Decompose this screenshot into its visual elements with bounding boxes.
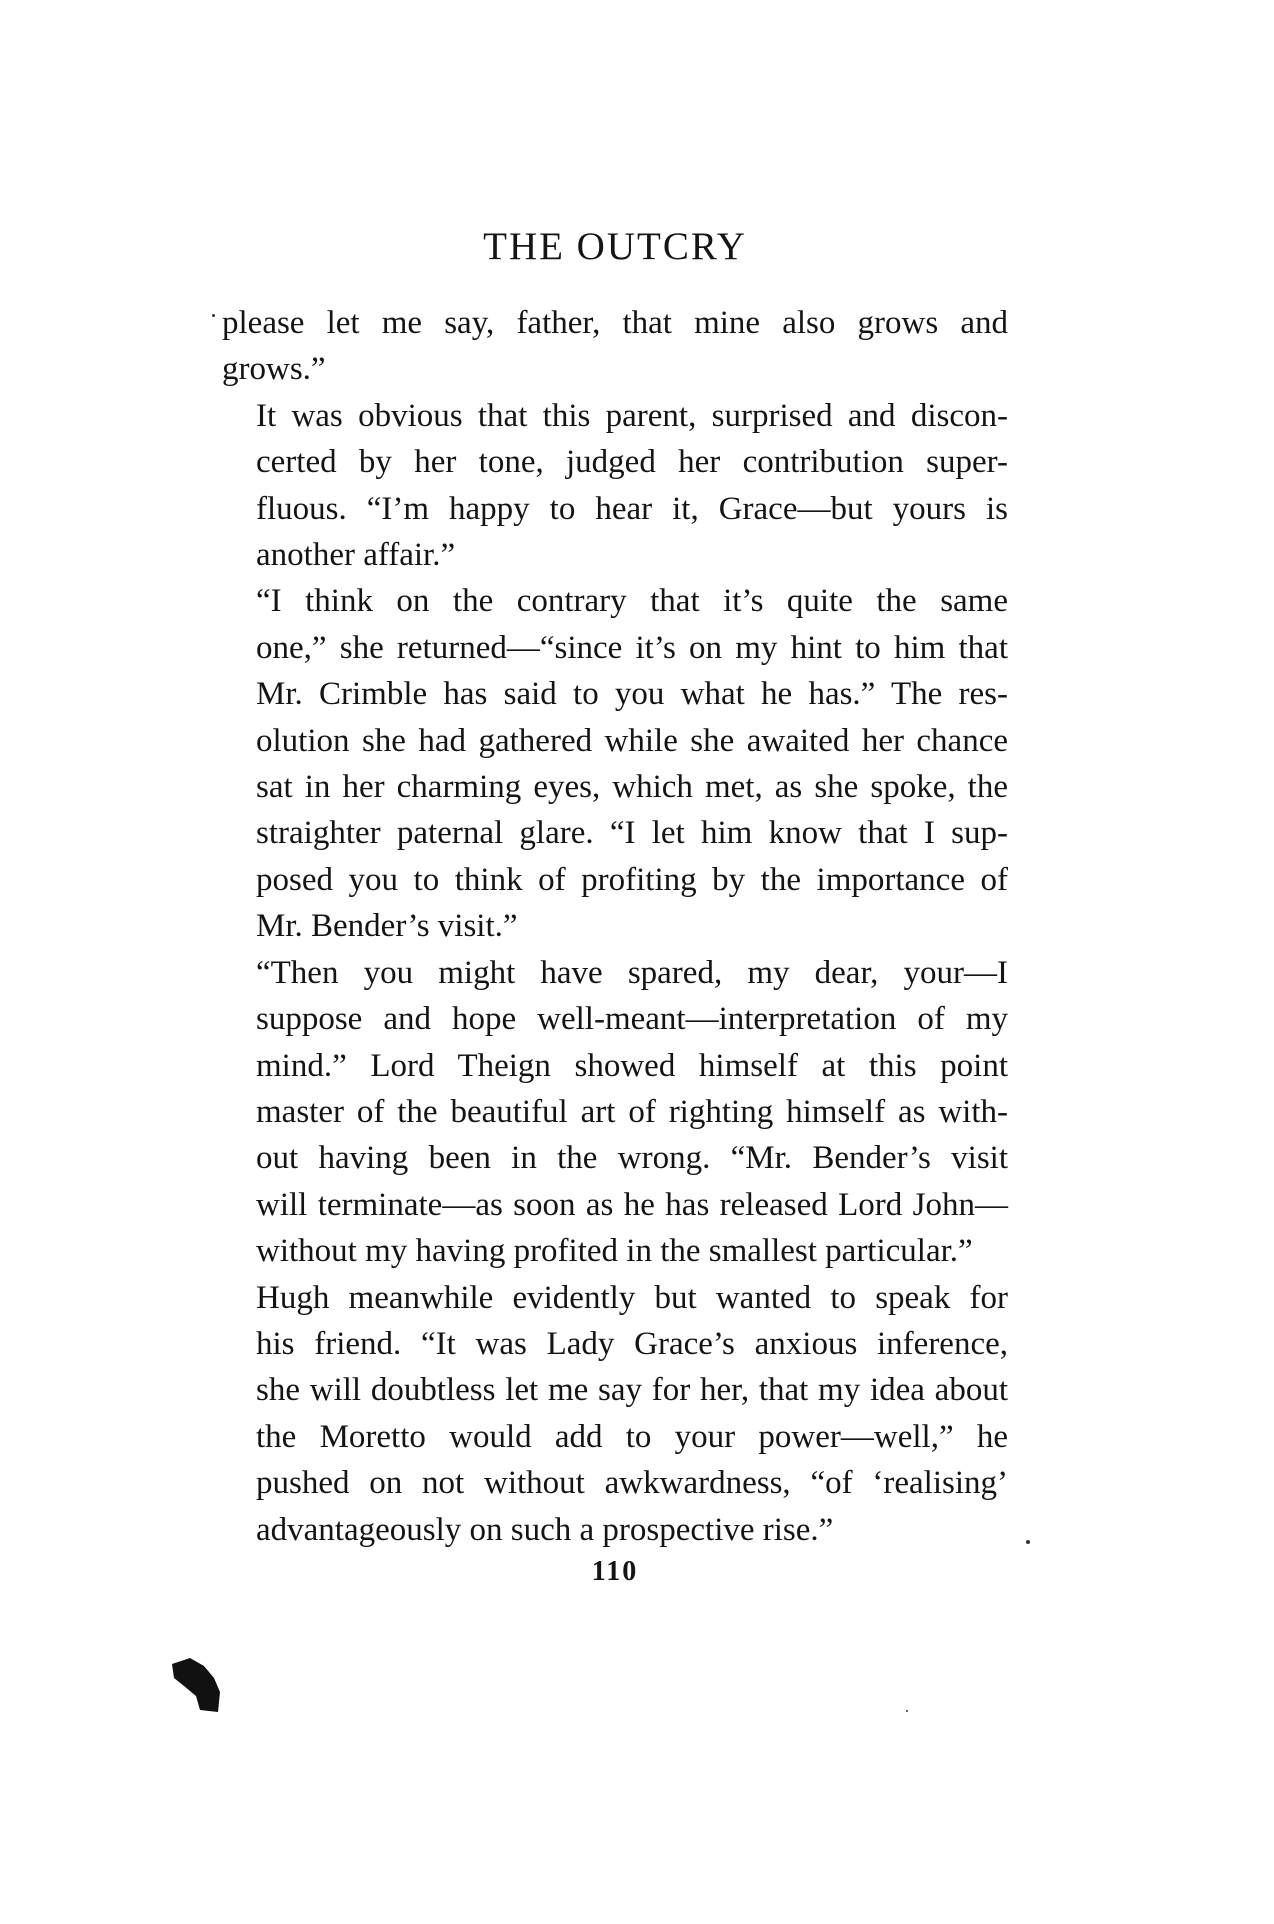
paragraph-3 xyxy=(222,578,1008,949)
body-text xyxy=(222,300,1008,1553)
text-line: please let me say, father, that mine also grows and xyxy=(222,305,1008,341)
text-line: grows.” xyxy=(222,351,326,388)
text-line: suppose and hope well-meant—interpretation of my xyxy=(256,1001,1008,1038)
running-head: THE OUTCRY xyxy=(483,225,747,268)
text-line: will terminate—as soon as he has released Lord John— xyxy=(256,1186,1008,1223)
text-line: It was obvious that this parent, surprised and discon- xyxy=(256,397,1008,434)
text-line: olution she had gathered while she awaited her chance xyxy=(256,722,1008,759)
text-line: “I think on the contrary that it’s quite the same xyxy=(256,583,1008,620)
paragraph-5 xyxy=(222,1275,1008,1553)
text-line: Mr. Bender’s visit.” xyxy=(256,908,518,945)
text-line: straighter paternal glare. “I let him know that I sup- xyxy=(256,815,1008,852)
text-line: pushed on not without awkwardness, “of ‘realising’ xyxy=(256,1465,1008,1502)
text-line: the Moretto would add to your power—well,” he xyxy=(256,1418,1008,1455)
text-line: sat in her charming eyes, which met, as she spoke, the xyxy=(256,769,1008,806)
text-line: his friend. “It was Lady Grace’s anxious inference, xyxy=(256,1325,1008,1362)
page-number: 110 xyxy=(591,1556,639,1587)
text-line: out having been in the wrong. “Mr. Bender’s visit xyxy=(256,1140,1008,1177)
text-line: mind.” Lord Theign showed himself at this point xyxy=(256,1047,1008,1084)
text-line: she will doubtless let me say for her, that my idea about xyxy=(256,1372,1008,1409)
text-line: master of the beautiful art of righting himself as with- xyxy=(256,1093,1008,1130)
paragraph-2 xyxy=(222,393,1008,579)
text-line: another affair.” xyxy=(256,537,456,574)
paper-speck xyxy=(906,1710,908,1712)
paper-speck xyxy=(1026,1540,1030,1544)
paragraph-4 xyxy=(222,950,1008,1275)
text-line: one,” she returned—“since it’s on my hint to him that xyxy=(256,629,1008,666)
paragraph-1 xyxy=(222,300,1008,393)
text-line: posed you to think of profiting by the importance of xyxy=(256,861,1008,898)
text-line: “Then you might have spared, my dear, your—I xyxy=(256,954,1008,991)
text-line: advantageously on such a prospective rise.” xyxy=(256,1511,834,1548)
text-line: without my having profited in the smallest particular.” xyxy=(256,1233,973,1270)
ink-blot xyxy=(170,1656,232,1714)
text-line: Hugh meanwhile evidently but wanted to speak for xyxy=(256,1279,1008,1316)
paper-speck xyxy=(212,314,215,317)
text-line: certed by her tone, judged her contribution super- xyxy=(256,444,1008,481)
text-line: Mr. Crimble has said to you what he has.” The res- xyxy=(256,676,1008,713)
text-line: fluous. “I’m happy to hear it, Grace—but yours is xyxy=(256,490,1008,527)
